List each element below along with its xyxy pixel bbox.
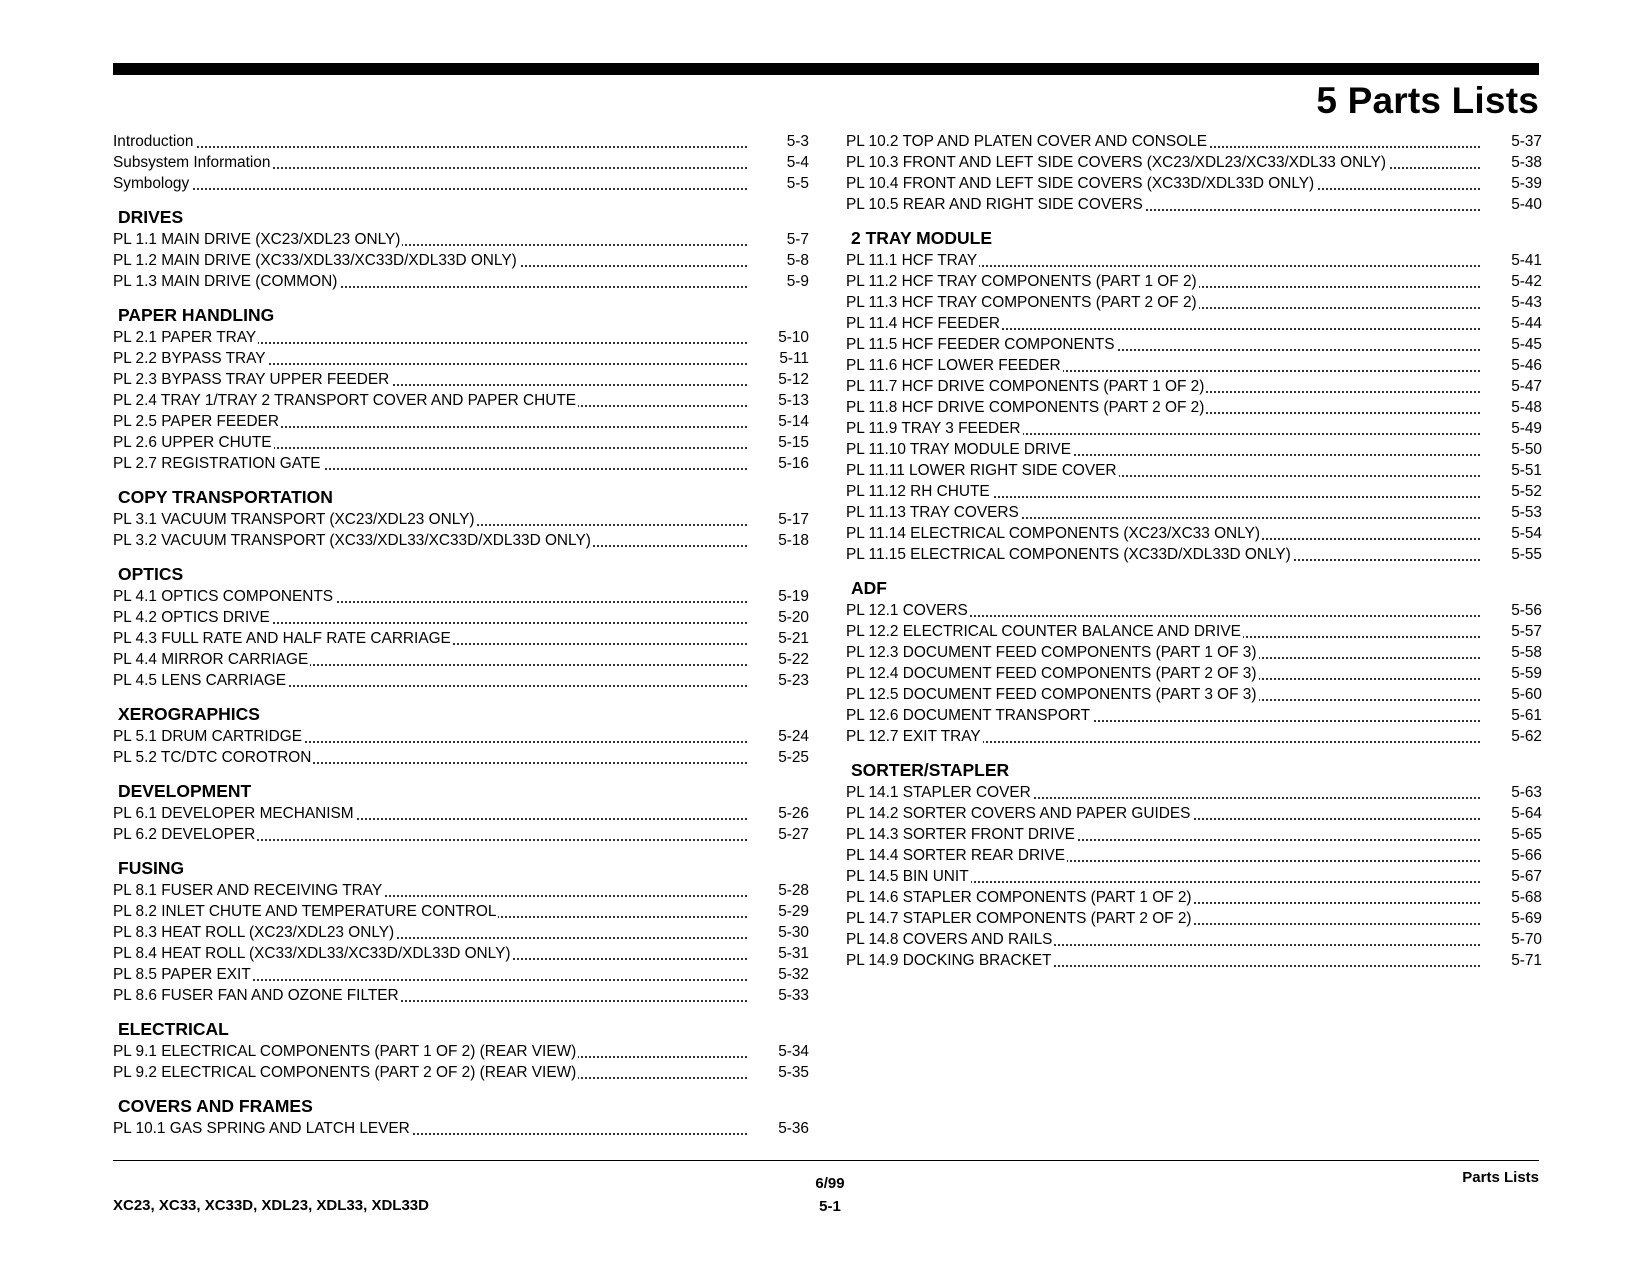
toc-right-column xyxy=(846,131,1542,971)
toc-entry-title: PL 2.4 TRAY 1/TRAY 2 TRANSPORT COVER AND PAPER CHUTE xyxy=(113,392,577,409)
toc-entry-title: PL 11.14 ELECTRICAL COMPONENTS (XC23/XC33 ONLY) xyxy=(846,525,1260,542)
toc-entry-title: PL 14.6 STAPLER COMPONENTS (PART 1 OF 2) xyxy=(846,889,1192,906)
toc-entry[interactable] xyxy=(113,411,809,432)
toc-entry[interactable] xyxy=(846,705,1542,726)
toc-entry[interactable] xyxy=(846,726,1542,747)
toc-entry[interactable] xyxy=(846,887,1542,908)
toc-entry-title: PL 14.7 STAPLER COMPONENTS (PART 2 OF 2) xyxy=(846,910,1192,927)
toc-entry-page: 5-47 xyxy=(1511,378,1542,395)
toc-entry[interactable] xyxy=(846,866,1542,887)
toc-entry-page: 5-68 xyxy=(1511,889,1542,906)
toc-entry[interactable] xyxy=(846,439,1542,460)
toc-entry-title: PL 5.2 TC/DTC COROTRON xyxy=(113,749,312,766)
toc-entry-page: 5-52 xyxy=(1511,483,1542,500)
toc-entry[interactable] xyxy=(113,964,809,985)
toc-entry-title: PL 4.4 MIRROR CARRIAGE xyxy=(113,651,309,668)
toc-entry[interactable] xyxy=(113,530,809,551)
toc-entry-page: 5-65 xyxy=(1511,826,1542,843)
toc-entry-page: 5-64 xyxy=(1511,805,1542,822)
toc-entry-page: 5-39 xyxy=(1511,175,1542,192)
toc-entry-title: PL 14.8 COVERS AND RAILS xyxy=(846,931,1053,948)
toc-entry-page: 5-48 xyxy=(1511,399,1542,416)
toc-entry-title: PL 11.4 HCF FEEDER xyxy=(846,315,1000,332)
toc-entry-title: PL 9.2 ELECTRICAL COMPONENTS (PART 2 OF 2) (REAR VIEW) xyxy=(113,1064,577,1081)
toc-entry[interactable] xyxy=(846,502,1542,523)
toc-entry-title: PL 10.3 FRONT AND LEFT SIDE COVERS (XC23/XDL23/XC33/XDL33 ONLY) xyxy=(846,154,1387,171)
toc-entry-title: PL 12.5 DOCUMENT FEED COMPONENTS (PART 3 OF 3) xyxy=(846,686,1257,703)
toc-entry[interactable] xyxy=(846,131,1542,152)
toc-entry-page: 5-7 xyxy=(786,231,809,248)
toc-entry-page: 5-31 xyxy=(778,945,809,962)
toc-entry[interactable] xyxy=(113,824,809,845)
toc-entry[interactable] xyxy=(113,173,809,194)
toc-entry-page: 5-43 xyxy=(1511,294,1542,311)
toc-entry-page: 5-23 xyxy=(778,672,809,689)
toc-entry-page: 5-57 xyxy=(1511,623,1542,640)
toc-entry-page: 5-33 xyxy=(778,987,809,1004)
toc-entry-page: 5-15 xyxy=(778,434,809,451)
toc-entry[interactable] xyxy=(846,376,1542,397)
toc-entry-page: 5-54 xyxy=(1511,525,1542,542)
toc-entry-page: 5-5 xyxy=(786,175,809,192)
toc-entry-title: PL 14.9 DOCKING BRACKET xyxy=(846,952,1052,969)
toc-entry[interactable] xyxy=(846,334,1542,355)
toc-entry-title: PL 6.2 DEVELOPER xyxy=(113,826,256,843)
toc-entry-title: PL 1.1 MAIN DRIVE (XC23/XDL23 ONLY) xyxy=(113,231,401,248)
toc-entry-title: PL 2.2 BYPASS TRAY xyxy=(113,350,266,367)
toc-entry[interactable] xyxy=(846,803,1542,824)
toc-entry-page: 5-55 xyxy=(1511,546,1542,563)
toc-entry[interactable] xyxy=(113,369,809,390)
toc-entry[interactable] xyxy=(846,397,1542,418)
footer-models: XC23, XC33, XC33D, XDL23, XDL33, XDL33D xyxy=(113,1197,429,1214)
toc-entry-title: PL 11.9 TRAY 3 FEEDER xyxy=(846,420,1021,437)
toc-entry-page: 5-17 xyxy=(778,511,809,528)
toc-entry-title: PL 10.4 FRONT AND LEFT SIDE COVERS (XC33D/XDL33D ONLY) xyxy=(846,175,1315,192)
toc-entry[interactable] xyxy=(846,481,1542,502)
toc-entry-title: Subsystem Information xyxy=(113,154,271,171)
toc-entry-page: 5-60 xyxy=(1511,686,1542,703)
toc-entry[interactable] xyxy=(113,152,809,173)
section-heading: DRIVES xyxy=(118,207,184,227)
toc-entry[interactable] xyxy=(113,1041,809,1062)
toc-entry[interactable] xyxy=(113,649,809,670)
toc-entry-page: 5-10 xyxy=(778,329,809,346)
toc-entry-title: PL 14.4 SORTER REAR DRIVE xyxy=(846,847,1065,864)
toc-entry-page: 5-50 xyxy=(1511,441,1542,458)
section-heading: DEVELOPMENT xyxy=(118,781,252,801)
toc-entry-page: 5-40 xyxy=(1511,196,1542,213)
toc-entry[interactable] xyxy=(846,621,1542,642)
toc-entry[interactable] xyxy=(113,747,809,768)
toc-entry-title: Symbology xyxy=(113,175,190,192)
toc-entry-page: 5-36 xyxy=(778,1120,809,1137)
toc-entry[interactable] xyxy=(113,432,809,453)
footer-date: 6/99 xyxy=(815,1175,845,1192)
toc-entry-title: Introduction xyxy=(113,133,194,150)
toc-entry-title: PL 4.5 LENS CARRIAGE xyxy=(113,672,287,689)
toc-entry[interactable] xyxy=(846,152,1542,173)
footer-section-name: Parts Lists xyxy=(1462,1169,1539,1186)
toc-entry[interactable] xyxy=(113,1062,809,1083)
toc-entry-page: 5-26 xyxy=(778,805,809,822)
section-heading: XEROGRAPHICS xyxy=(118,704,260,724)
toc-entry-page: 5-3 xyxy=(786,133,809,150)
toc-entry[interactable] xyxy=(846,355,1542,376)
toc-entry-page: 5-62 xyxy=(1511,728,1542,745)
toc-entry[interactable] xyxy=(113,607,809,628)
section-heading: FUSING xyxy=(118,858,185,878)
toc-entry[interactable] xyxy=(113,327,809,348)
toc-entry[interactable] xyxy=(846,782,1542,803)
toc-entry-page: 5-13 xyxy=(778,392,809,409)
toc-entry-page: 5-58 xyxy=(1511,644,1542,661)
toc-entry-page: 5-9 xyxy=(786,273,809,290)
toc-entry-page: 5-49 xyxy=(1511,420,1542,437)
toc-entry-title: PL 12.6 DOCUMENT TRANSPORT xyxy=(846,707,1091,724)
toc-entry[interactable] xyxy=(113,985,809,1006)
toc-entry-title: PL 14.3 SORTER FRONT DRIVE xyxy=(846,826,1075,843)
toc-entry-title: PL 2.7 REGISTRATION GATE xyxy=(113,455,321,472)
toc-entry[interactable] xyxy=(846,271,1542,292)
section-heading: ADF xyxy=(851,578,887,598)
toc-entry-title: PL 8.5 PAPER EXIT xyxy=(113,966,251,983)
toc-entry-title: PL 11.13 TRAY COVERS xyxy=(846,504,1019,521)
toc-entry[interactable] xyxy=(846,460,1542,481)
toc-entry-title: PL 12.1 COVERS xyxy=(846,602,968,619)
toc-entry[interactable] xyxy=(113,628,809,649)
toc-entry[interactable] xyxy=(846,544,1542,565)
toc-entry-title: PL 14.2 SORTER COVERS AND PAPER GUIDES xyxy=(846,805,1191,822)
footer-page-number: 5-1 xyxy=(819,1198,841,1215)
toc-entry[interactable] xyxy=(846,684,1542,705)
toc-entry-title: PL 11.10 TRAY MODULE DRIVE xyxy=(846,441,1071,458)
toc-entry[interactable] xyxy=(113,803,809,824)
toc-entry-page: 5-66 xyxy=(1511,847,1542,864)
toc-entry-page: 5-24 xyxy=(778,728,809,745)
toc-entry-title: PL 11.2 HCF TRAY COMPONENTS (PART 1 OF 2) xyxy=(846,273,1197,290)
toc-entry[interactable] xyxy=(846,292,1542,313)
toc-entry-page: 5-14 xyxy=(778,413,809,430)
toc-entry-title: PL 12.4 DOCUMENT FEED COMPONENTS (PART 2 OF 3) xyxy=(846,665,1257,682)
toc-entry-page: 5-11 xyxy=(779,350,809,367)
toc-entry-page: 5-42 xyxy=(1511,273,1542,290)
toc-entry[interactable] xyxy=(113,250,809,271)
toc-entry[interactable] xyxy=(113,348,809,369)
toc-entry-title: PL 4.3 FULL RATE AND HALF RATE CARRIAGE xyxy=(113,630,451,647)
toc-entry-title: PL 11.11 LOWER RIGHT SIDE COVER xyxy=(846,462,1117,479)
toc-entry-title: PL 11.6 HCF LOWER FEEDER xyxy=(846,357,1061,374)
toc-entry-title: PL 11.8 HCF DRIVE COMPONENTS (PART 2 OF 2) xyxy=(846,399,1205,416)
toc-entry-page: 5-22 xyxy=(778,651,809,668)
toc-entry[interactable] xyxy=(113,943,809,964)
toc-entry[interactable] xyxy=(113,390,809,411)
toc-entry-page: 5-28 xyxy=(778,882,809,899)
toc-entry-title: PL 2.5 PAPER FEEDER xyxy=(113,413,279,430)
toc-entry-title: PL 11.15 ELECTRICAL COMPONENTS (XC33D/XDL33D ONLY) xyxy=(846,546,1291,563)
toc-entry-page: 5-69 xyxy=(1511,910,1542,927)
toc-entry-page: 5-18 xyxy=(778,532,809,549)
toc-entry-title: PL 8.3 HEAT ROLL (XC23/XDL23 ONLY) xyxy=(113,924,395,941)
toc-entry-page: 5-70 xyxy=(1511,931,1542,948)
section-heading: COVERS AND FRAMES xyxy=(118,1096,313,1116)
toc-entry-page: 5-71 xyxy=(1511,952,1542,969)
toc-entry[interactable] xyxy=(846,929,1542,950)
toc-entry-page: 5-51 xyxy=(1511,462,1542,479)
toc-entry[interactable] xyxy=(846,908,1542,929)
toc-entry[interactable] xyxy=(113,1118,809,1139)
toc-entry-title: PL 11.1 HCF TRAY xyxy=(846,252,978,269)
toc-entry-page: 5-46 xyxy=(1511,357,1542,374)
top-rule xyxy=(113,63,1539,75)
toc-entry-title: PL 5.1 DRUM CARTRIDGE xyxy=(113,728,303,745)
toc-entry[interactable] xyxy=(846,173,1542,194)
toc-entry[interactable] xyxy=(846,250,1542,271)
toc-entry-title: PL 14.5 BIN UNIT xyxy=(846,868,969,885)
toc-entry-title: PL 12.2 ELECTRICAL COUNTER BALANCE AND DRIVE xyxy=(846,623,1241,640)
toc-entry-title: PL 3.2 VACUUM TRANSPORT (XC33/XDL33/XC33D/XDL33D ONLY) xyxy=(113,532,591,549)
toc-entry[interactable] xyxy=(846,418,1542,439)
toc-entry[interactable] xyxy=(846,194,1542,215)
toc-entry-page: 5-21 xyxy=(778,630,809,647)
toc-entry-title: PL 2.3 BYPASS TRAY UPPER FEEDER xyxy=(113,371,390,388)
toc-entry-title: PL 12.7 EXIT TRAY xyxy=(846,728,981,745)
toc-entry-page: 5-44 xyxy=(1511,315,1542,332)
toc-entry-title: PL 14.1 STAPLER COVER xyxy=(846,784,1031,801)
toc-entry-page: 5-53 xyxy=(1511,504,1542,521)
section-heading: OPTICS xyxy=(118,564,184,584)
toc-entry-title: PL 4.1 OPTICS COMPONENTS xyxy=(113,588,334,605)
toc-left-column xyxy=(113,131,809,1139)
section-heading: ELECTRICAL xyxy=(118,1019,229,1039)
toc-entry-title: PL 11.5 HCF FEEDER COMPONENTS xyxy=(846,336,1115,353)
toc-entry-page: 5-16 xyxy=(778,455,809,472)
toc-entry[interactable] xyxy=(113,453,809,474)
toc-entry-page: 5-34 xyxy=(778,1043,809,1060)
toc-entry-title: PL 10.5 REAR AND RIGHT SIDE COVERS xyxy=(846,196,1143,213)
toc-entry-page: 5-67 xyxy=(1511,868,1542,885)
toc-entry-page: 5-8 xyxy=(786,252,809,269)
toc-entry-title: PL 2.1 PAPER TRAY xyxy=(113,329,257,346)
toc-entry[interactable] xyxy=(846,950,1542,971)
toc-entry-page: 5-38 xyxy=(1511,154,1542,171)
toc-entry-page: 5-4 xyxy=(786,154,809,171)
toc-entry-page: 5-29 xyxy=(778,903,809,920)
toc-entry-title: PL 12.3 DOCUMENT FEED COMPONENTS (PART 1 OF 3) xyxy=(846,644,1257,661)
toc-entry-title: PL 8.1 FUSER AND RECEIVING TRAY xyxy=(113,882,383,899)
toc-entry-title: PL 1.2 MAIN DRIVE (XC33/XDL33/XC33D/XDL33D ONLY) xyxy=(113,252,517,269)
page-title: 5 Parts Lists xyxy=(1316,80,1539,121)
section-heading: SORTER/STAPLER xyxy=(851,760,1010,780)
toc-entry-page: 5-41 xyxy=(1511,252,1542,269)
toc-entry-page: 5-32 xyxy=(778,966,809,983)
toc-entry-title: PL 10.1 GAS SPRING AND LATCH LEVER xyxy=(113,1120,410,1137)
toc-entry-page: 5-61 xyxy=(1511,707,1542,724)
toc-entry[interactable] xyxy=(113,131,809,152)
toc-entry-page: 5-56 xyxy=(1511,602,1542,619)
toc-entry-page: 5-20 xyxy=(778,609,809,626)
toc-entry[interactable] xyxy=(846,642,1542,663)
toc-entry-title: PL 8.6 FUSER FAN AND OZONE FILTER xyxy=(113,987,399,1004)
toc-entry-title: PL 8.2 INLET CHUTE AND TEMPERATURE CONTROL xyxy=(113,903,497,920)
toc-entry-page: 5-30 xyxy=(778,924,809,941)
toc-entry-page: 5-63 xyxy=(1511,784,1542,801)
toc-entry[interactable] xyxy=(113,726,809,747)
toc-entry[interactable] xyxy=(113,229,809,250)
toc-entry-title: PL 10.2 TOP AND PLATEN COVER AND CONSOLE xyxy=(846,133,1207,150)
toc-entry-page: 5-27 xyxy=(778,826,809,843)
toc-entry[interactable] xyxy=(846,600,1542,621)
toc-entry-page: 5-37 xyxy=(1511,133,1542,150)
dot-leader xyxy=(113,146,747,148)
toc-entry[interactable] xyxy=(113,586,809,607)
toc-entry[interactable] xyxy=(113,880,809,901)
toc-entry[interactable] xyxy=(113,670,809,691)
toc-entry[interactable] xyxy=(846,824,1542,845)
toc-entry[interactable] xyxy=(113,901,809,922)
toc-entry-title: PL 11.12 RH CHUTE xyxy=(846,483,990,500)
toc-entry-page: 5-59 xyxy=(1511,665,1542,682)
toc-entry-title: PL 3.1 VACUUM TRANSPORT (XC23/XDL23 ONLY) xyxy=(113,511,475,528)
section-heading: COPY TRANSPORTATION xyxy=(118,487,333,507)
toc-entry[interactable] xyxy=(113,509,809,530)
bottom-rule xyxy=(113,1160,1539,1161)
toc-entry[interactable] xyxy=(846,523,1542,544)
dot-leader xyxy=(113,188,747,190)
section-heading: PAPER HANDLING xyxy=(118,305,275,325)
toc-entry-title: PL 4.2 OPTICS DRIVE xyxy=(113,609,270,626)
toc-entry-page: 5-12 xyxy=(778,371,809,388)
toc-entry-page: 5-35 xyxy=(778,1064,809,1081)
toc-entry[interactable] xyxy=(113,271,809,292)
toc-entry-title: PL 11.3 HCF TRAY COMPONENTS (PART 2 OF 2) xyxy=(846,294,1197,311)
toc-entry[interactable] xyxy=(846,845,1542,866)
toc-entry-title: PL 6.1 DEVELOPER MECHANISM xyxy=(113,805,354,822)
toc-entry-title: PL 1.3 MAIN DRIVE (COMMON) xyxy=(113,273,338,290)
toc-entry-title: PL 11.7 HCF DRIVE COMPONENTS (PART 1 OF 2) xyxy=(846,378,1205,395)
toc-entry-page: 5-45 xyxy=(1511,336,1542,353)
toc-entry[interactable] xyxy=(846,663,1542,684)
toc-entry[interactable] xyxy=(113,922,809,943)
toc-entry-page: 5-19 xyxy=(778,588,809,605)
toc-entry[interactable] xyxy=(846,313,1542,334)
section-heading: 2 TRAY MODULE xyxy=(851,228,992,248)
toc-entry-title: PL 8.4 HEAT ROLL (XC33/XDL33/XC33D/XDL33D ONLY) xyxy=(113,945,511,962)
toc-entry-page: 5-25 xyxy=(778,749,809,766)
toc-entry-title: PL 2.6 UPPER CHUTE xyxy=(113,434,272,451)
toc-entry-title: PL 9.1 ELECTRICAL COMPONENTS (PART 1 OF 2) (REAR VIEW) xyxy=(113,1043,577,1060)
